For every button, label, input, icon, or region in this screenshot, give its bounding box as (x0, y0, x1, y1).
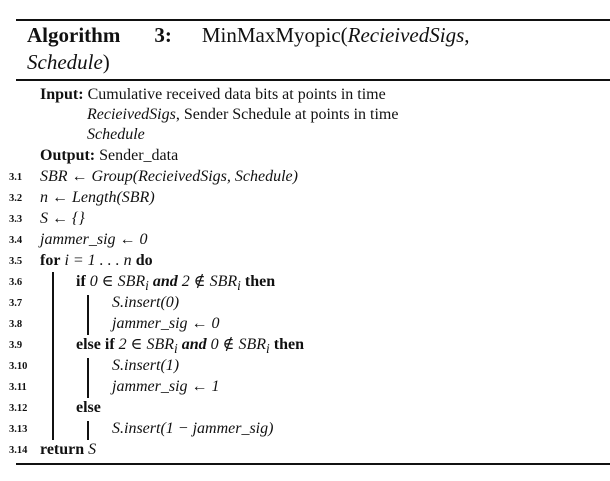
condition-2: 0 ∉ SBR (210, 336, 267, 353)
line-number: 3.13 (9, 424, 28, 435)
keyword-return: return (40, 441, 85, 458)
else-block-bar (87, 421, 89, 440)
code-line-3-4: jammer_sig ← 0 (40, 231, 148, 248)
for-block-bar (52, 272, 54, 440)
code-line-3-9 (76, 335, 304, 359)
input-var-received: RecieivedSigs (87, 106, 176, 123)
input-line-2 (87, 105, 398, 125)
line-number: 3.6 (9, 277, 23, 288)
keyword-then: then (240, 273, 276, 290)
line-number: 3.8 (9, 319, 23, 330)
line-number: 3.10 (9, 361, 28, 372)
input-line-3 (87, 125, 145, 145)
subscript: i (266, 341, 270, 357)
algorithm-number: 3: (154, 23, 172, 47)
input-var-schedule: Schedule (87, 126, 145, 143)
output-label: Output: (40, 147, 96, 164)
condition-1: 0 ∈ SBR (85, 273, 146, 290)
code-line-3-13: S.insert(1 − jammer_sig) (112, 420, 274, 437)
code-line-3-11: jammer_sig ← 1 (112, 378, 220, 395)
condition-2: 2 ∉ SBR (181, 273, 238, 290)
line-number: 3.7 (9, 298, 23, 309)
algorithm-title (27, 22, 607, 76)
code-line-3-2: n ← Length(SBR) (40, 189, 155, 206)
code-line-3-12: else (76, 399, 101, 416)
loop-range: i = 1 . . . n (60, 252, 136, 269)
code-line-3-5 (40, 251, 153, 271)
subscript: i (145, 278, 149, 294)
keyword-for: for (40, 252, 61, 269)
keyword-if: if (76, 273, 86, 290)
keyword-else-if: else if (76, 336, 115, 353)
else-if-block-bar (87, 358, 89, 398)
keyword-and: and (148, 273, 182, 290)
line-number: 3.5 (9, 256, 23, 267)
line-number: 3.1 (9, 172, 23, 183)
param-separator: , (464, 23, 470, 47)
code-line-3-10: S.insert(1) (112, 357, 180, 374)
line-number: 3.9 (9, 340, 23, 351)
if-block-bar (87, 295, 89, 335)
code-line-3-14 (40, 440, 96, 460)
top-rule (16, 19, 610, 21)
subscript: i (174, 341, 178, 357)
algorithm-label: Algorithm (27, 23, 121, 47)
param-schedule: Schedule (27, 50, 103, 74)
keyword-do: do (135, 252, 153, 269)
condition-1: 2 ∈ SBR (114, 336, 175, 353)
line-number: 3.12 (9, 403, 28, 414)
keyword-and: and (177, 336, 211, 353)
param-received-sigs: RecieivedSigs (347, 23, 465, 47)
line-number: 3.3 (9, 214, 23, 225)
subscript: i (237, 278, 241, 294)
code-line-3-1: SBR ← Group(RecieivedSigs, Schedule) (40, 168, 298, 185)
output-value: Sender_data (99, 147, 179, 164)
input-desc-1: Cumulative received data bits at points in time (87, 86, 386, 103)
code-line-3-7: S.insert(0) (112, 294, 180, 311)
line-number: 3.14 (9, 445, 28, 456)
bottom-rule (16, 463, 610, 465)
code-line-3-8: jammer_sig ← 0 (112, 315, 220, 332)
input-line-1 (40, 85, 386, 105)
input-label: Input: (40, 86, 84, 103)
line-number: 3.2 (9, 193, 23, 204)
line-number: 3.4 (9, 235, 23, 246)
return-value: S (84, 441, 97, 458)
code-line-3-3: S ← {} (40, 210, 85, 227)
algorithm-name: MinMaxMyopic( (201, 23, 348, 47)
close-paren: ) (102, 50, 110, 74)
input-desc-2: , Sender Schedule at points in time (175, 106, 399, 123)
header-rule (16, 79, 610, 81)
output-line (40, 146, 178, 166)
line-number: 3.11 (9, 382, 27, 393)
keyword-then: then (269, 336, 304, 353)
